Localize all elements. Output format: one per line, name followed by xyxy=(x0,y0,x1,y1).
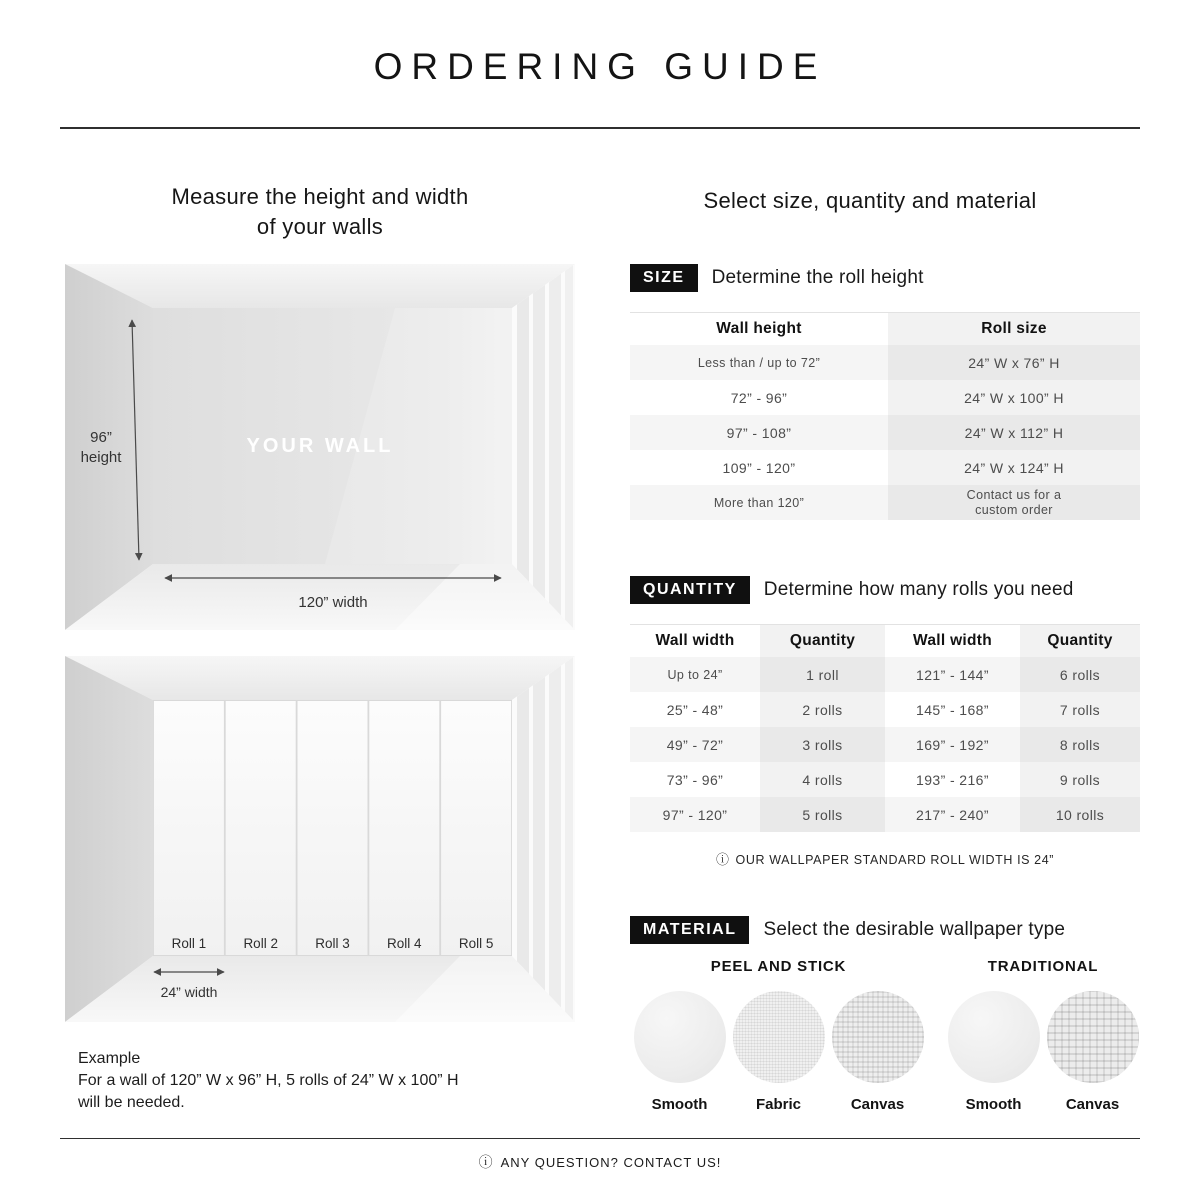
size-table-row xyxy=(630,415,1140,450)
roll-4-label: Roll 4 xyxy=(387,936,422,951)
example-note xyxy=(78,1048,564,1114)
wall-width-cell: 97” - 120” xyxy=(630,797,760,832)
material-option-smooth xyxy=(632,991,727,1113)
wall-width-cell: 169” - 192” xyxy=(885,727,1020,762)
size-table-header-row xyxy=(630,313,1140,345)
roll-2-label: Roll 2 xyxy=(243,936,278,951)
size-roll-size-cell: 24” W x 76” H xyxy=(888,345,1140,380)
top-divider xyxy=(60,127,1140,129)
material-section-header xyxy=(630,916,1065,944)
material-badge: MATERIAL xyxy=(630,916,749,944)
roll-3-label: Roll 3 xyxy=(315,936,350,951)
material-option-canvas xyxy=(1045,991,1140,1113)
size-table xyxy=(630,312,1140,520)
info-icon: ⓘ xyxy=(478,1154,494,1170)
roll-width-label: 24” width xyxy=(160,984,218,1000)
quantity-section-header xyxy=(630,576,1073,604)
measured-room-illustration xyxy=(65,264,575,630)
size-table-row xyxy=(630,380,1140,415)
quantity-col-wall-width: Wall width xyxy=(655,632,735,649)
swatch-label-canvas: Canvas xyxy=(1065,1096,1120,1113)
note-text: OUR WALLPAPER STANDARD ROLL WIDTH IS 24” xyxy=(735,853,1055,867)
info-icon: ⓘ xyxy=(715,852,730,867)
size-roll-size-cell: 24” W x 100” H xyxy=(888,380,1140,415)
size-badge: SIZE xyxy=(630,264,698,292)
material-group-peel-and-stick xyxy=(632,958,925,1113)
wall-width-cell: 25” - 48” xyxy=(630,692,760,727)
material-option-fabric xyxy=(731,991,826,1113)
quantity-cell: 7 rolls xyxy=(1020,692,1140,727)
quantity-cell: 1 roll xyxy=(760,657,885,692)
size-wall-height-cell: More than 120” xyxy=(630,485,888,520)
example-line2: will be needed. xyxy=(78,1094,185,1111)
material-options xyxy=(632,958,1140,1113)
right-column-heading: Select size, quantity and material xyxy=(703,188,1037,213)
canvas-texture-swatch xyxy=(832,991,924,1083)
smooth-texture-swatch xyxy=(634,991,726,1083)
quantity-cell: 4 rolls xyxy=(760,762,885,797)
quantity-cell: 9 rolls xyxy=(1020,762,1140,797)
quantity-col-quantity: Quantity xyxy=(760,625,885,657)
material-subtitle: Select the desirable wallpaper type xyxy=(763,919,1066,940)
size-wall-height-cell: Less than / up to 72” xyxy=(630,345,888,380)
rolls-room-illustration xyxy=(65,656,575,1022)
height-word-label: height xyxy=(80,449,122,466)
smooth-texture-swatch xyxy=(948,991,1040,1083)
quantity-table-row xyxy=(630,797,1140,832)
size-roll-size-cell: Contact us for a custom order xyxy=(888,485,1140,520)
fabric-texture-swatch xyxy=(733,991,825,1083)
wall-width-cell: 121” - 144” xyxy=(885,657,1020,692)
quantity-cell: 8 rolls xyxy=(1020,727,1140,762)
quantity-table-row xyxy=(630,692,1140,727)
quantity-cell: 5 rolls xyxy=(760,797,885,832)
swatch-label-smooth: Smooth xyxy=(965,1096,1022,1113)
quantity-cell: 10 rolls xyxy=(1020,797,1140,832)
material-group-traditional xyxy=(946,958,1140,1113)
wall-width-cell: 49” - 72” xyxy=(630,727,760,762)
size-wall-height-cell: 72” - 96” xyxy=(630,380,888,415)
swatch-label-smooth: Smooth xyxy=(651,1096,708,1113)
room-measure-image xyxy=(65,264,575,630)
height-value-label: 96” xyxy=(90,429,112,446)
quantity-table-header-row xyxy=(630,625,1140,657)
page-title: ORDERING GUIDE xyxy=(373,46,827,87)
quantity-col-wall-width: Wall width xyxy=(912,632,993,649)
your-wall-label: YOUR WALL xyxy=(246,435,394,457)
quantity-cell: 6 rolls xyxy=(1020,657,1140,692)
size-wall-height-cell: 109” - 120” xyxy=(630,450,888,485)
material-option-canvas xyxy=(830,991,925,1113)
swatch-label-fabric: Fabric xyxy=(755,1096,801,1113)
peel-and-stick-swatches xyxy=(632,991,925,1113)
wall-width-cell: Up to 24” xyxy=(630,657,760,692)
wall-width-label: 120” width xyxy=(298,594,368,611)
traditional-swatches xyxy=(946,991,1140,1113)
size-table-row xyxy=(630,450,1140,485)
size-col-roll-size: Roll size xyxy=(888,313,1140,345)
bottom-divider xyxy=(60,1138,1140,1139)
material-option-smooth xyxy=(946,991,1041,1113)
wall-width-cell: 73” - 96” xyxy=(630,762,760,797)
group-name-peel-and-stick: PEEL AND STICK xyxy=(710,958,847,975)
group-name-traditional: TRADITIONAL xyxy=(987,958,1099,975)
wall-width-cell: 145” - 168” xyxy=(885,692,1020,727)
footer-contact xyxy=(0,1152,1200,1172)
wall-width-cell: 193” - 216” xyxy=(885,762,1020,797)
room-rolls-image xyxy=(65,656,575,1022)
roll-5-label: Roll 5 xyxy=(458,936,494,951)
wall-width-cell: 217” - 240” xyxy=(885,797,1020,832)
swatch-label-canvas: Canvas xyxy=(850,1096,905,1113)
footer-text: ANY QUESTION? CONTACT US! xyxy=(500,1155,722,1170)
quantity-table-row xyxy=(630,727,1140,762)
quantity-col-quantity: Quantity xyxy=(1020,625,1140,657)
size-roll-size-cell: 24” W x 112” H xyxy=(888,415,1140,450)
quantity-cell: 3 rolls xyxy=(760,727,885,762)
quantity-subtitle: Determine how many rolls you need xyxy=(763,579,1074,600)
left-heading-line2: of your walls xyxy=(256,214,384,239)
canvas-texture-swatch xyxy=(1047,991,1139,1083)
size-subtitle: Determine the roll height xyxy=(711,267,924,288)
size-col-wall-height: Wall height xyxy=(716,320,802,337)
size-section-header xyxy=(630,264,924,292)
quantity-table-row xyxy=(630,657,1140,692)
size-table-row xyxy=(630,345,1140,380)
quantity-table-row xyxy=(630,762,1140,797)
size-roll-size-cell: 24” W x 124” H xyxy=(888,450,1140,485)
size-wall-height-cell: 97” - 108” xyxy=(630,415,888,450)
left-column-heading xyxy=(65,182,575,242)
example-line1: For a wall of 120” W x 96” H, 5 rolls of 24” W x 100” H xyxy=(78,1072,459,1089)
quantity-table xyxy=(630,624,1140,832)
standard-roll-width-note xyxy=(630,849,1140,868)
left-heading-line1: Measure the height and width xyxy=(171,184,469,209)
size-table-row xyxy=(630,485,1140,520)
quantity-cell: 2 rolls xyxy=(760,692,885,727)
roll-1-label: Roll 1 xyxy=(171,936,207,951)
quantity-badge: QUANTITY xyxy=(630,576,750,604)
example-title: Example xyxy=(78,1050,141,1067)
